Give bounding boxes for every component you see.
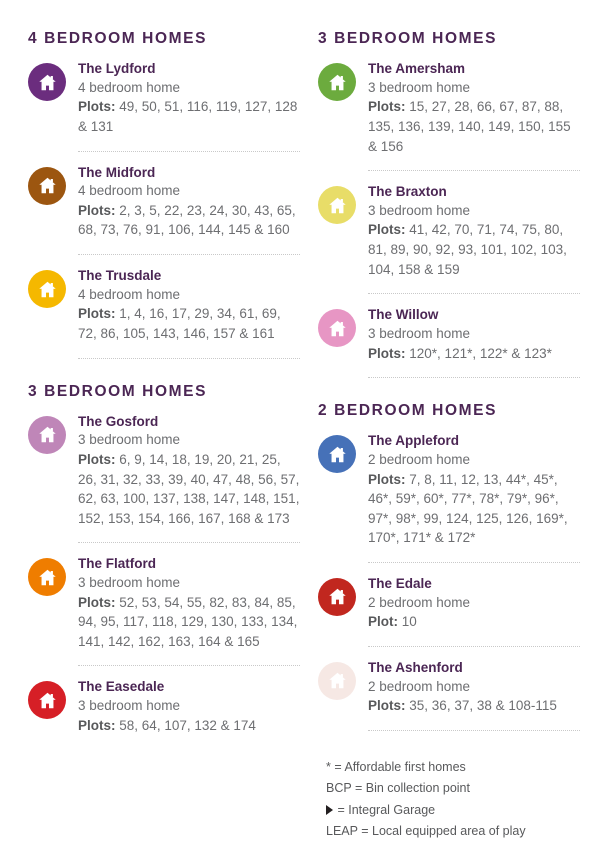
home-name: The Lydford — [78, 61, 156, 77]
plots-label: Plots: — [78, 717, 116, 733]
home-entry-flatford[interactable] — [28, 555, 300, 653]
plots-values: 49, 50, 51, 116, 119, 127, 128 & 131 — [78, 99, 298, 134]
plots-label: Plots: — [368, 698, 406, 714]
legend-text: = Integral Garage — [337, 802, 436, 817]
home-name: The Ashenford — [368, 659, 463, 675]
home-entry-braxton[interactable] — [318, 183, 580, 281]
house-icon — [28, 416, 66, 454]
home-entry-lydford[interactable] — [28, 60, 300, 139]
leap-symbol: LEAP — [326, 824, 358, 839]
home-plots — [78, 304, 300, 343]
legend-row-bcp — [326, 778, 580, 800]
home-entry-trusdale[interactable] — [28, 267, 300, 346]
plots-label: Plots: — [78, 99, 116, 115]
divider — [368, 170, 580, 171]
home-plots — [368, 470, 580, 548]
home-plots — [78, 201, 300, 240]
divider — [78, 542, 300, 543]
home-details — [368, 659, 580, 716]
house-icon — [318, 578, 356, 616]
home-name: The Willow — [368, 307, 439, 323]
home-plots — [78, 97, 300, 136]
home-details — [368, 575, 580, 632]
home-type: 4 bedroom home — [78, 286, 181, 302]
section-4-bedroom-homes — [28, 30, 300, 359]
legend-text: = Local equipped area of play — [361, 824, 526, 839]
divider — [78, 151, 300, 152]
plots-values: 15, 27, 28, 66, 67, 87, 88, 135, 136, 139, 140, 149, 150, 155 & 156 — [368, 99, 571, 154]
home-details — [78, 555, 300, 651]
legend-text: = Affordable first homes — [334, 759, 466, 774]
house-icon — [28, 270, 66, 308]
right-column — [318, 30, 580, 843]
home-details — [78, 678, 300, 735]
home-name: The Braxton — [368, 184, 447, 200]
home-name: The Appleford — [368, 433, 459, 449]
divider — [78, 665, 300, 666]
plots-values: 58, 64, 107, 132 & 174 — [119, 717, 256, 733]
home-entry-appleford[interactable] — [318, 432, 580, 550]
plots-values: 1, 4, 16, 17, 29, 34, 61, 69, 72, 86, 105, 143, 146, 157 & 161 — [78, 306, 281, 341]
home-name: The Edale — [368, 575, 432, 591]
home-type: 4 bedroom home — [78, 79, 181, 95]
home-name: The Midford — [78, 164, 156, 180]
home-type: 3 bedroom home — [368, 325, 471, 341]
home-entry-willow[interactable] — [318, 306, 580, 365]
home-entry-easedale[interactable] — [28, 678, 300, 737]
house-icon — [318, 662, 356, 700]
triangle-icon — [326, 805, 333, 815]
home-entry-edale[interactable] — [318, 575, 580, 634]
home-plots — [78, 716, 300, 736]
home-type: 2 bedroom home — [368, 451, 471, 467]
divider — [78, 358, 300, 359]
home-plots — [78, 593, 300, 652]
home-details — [78, 60, 300, 137]
house-icon — [28, 558, 66, 596]
home-name: The Easedale — [78, 679, 165, 695]
home-type: 4 bedroom home — [78, 183, 181, 199]
home-plots — [78, 450, 300, 528]
house-icon — [28, 681, 66, 719]
section-2-bedroom-homes — [318, 402, 580, 731]
divider — [368, 562, 580, 563]
section-title: 2 BEDROOM HOMES — [318, 402, 498, 420]
home-plots — [368, 612, 580, 632]
plots-values: 6, 9, 14, 18, 19, 20, 21, 25, 26, 31, 32, 33, 39, 40, 47, 48, 56, 57, 62, 63, 100, 137, 138, 147, 148, 151, 152, 153, 154, 166, 167, 168 & 173 — [78, 451, 300, 526]
home-name: The Trusdale — [78, 268, 162, 284]
left-column — [28, 30, 300, 743]
section-title: 3 BEDROOM HOMES — [28, 382, 208, 400]
house-icon — [318, 63, 356, 101]
section-title: 4 BEDROOM HOMES — [28, 30, 208, 47]
divider — [368, 646, 580, 647]
section-3-bedroom-homes-left — [28, 383, 300, 738]
plots-label: Plots: — [368, 99, 406, 115]
home-plots — [368, 97, 580, 156]
plots-values: 35, 36, 37, 38 & 108-115 — [409, 698, 557, 714]
home-plots — [368, 344, 580, 364]
home-entry-amersham[interactable] — [318, 60, 580, 158]
home-type: 2 bedroom home — [368, 594, 471, 610]
house-icon — [318, 186, 356, 224]
home-details — [368, 306, 580, 363]
home-type: 3 bedroom home — [368, 202, 471, 218]
home-details — [78, 164, 300, 241]
house-icon — [28, 167, 66, 205]
plots-values: 120*, 121*, 122* & 123* — [409, 345, 552, 361]
bcp-symbol: BCP — [326, 781, 352, 796]
legend-text: = Bin collection point — [354, 781, 470, 796]
legend-row-leap — [326, 821, 580, 843]
plots-label: Plots: — [78, 306, 116, 322]
section-title: 3 BEDROOM HOMES — [318, 30, 498, 47]
divider — [78, 254, 300, 255]
home-type: 2 bedroom home — [368, 678, 471, 694]
home-entry-gosford[interactable] — [28, 413, 300, 531]
section-3-bedroom-homes-right — [318, 30, 580, 378]
home-details — [78, 413, 300, 529]
plots-label: Plots: — [78, 594, 116, 610]
house-icon — [28, 63, 66, 101]
house-icon — [318, 309, 356, 347]
home-entry-midford[interactable] — [28, 164, 300, 243]
home-name: The Flatford — [78, 556, 156, 572]
home-name: The Gosford — [78, 413, 159, 429]
asterisk-symbol: * — [326, 759, 331, 774]
plots-label: Plots: — [78, 451, 116, 467]
home-plots — [368, 220, 580, 279]
home-type: 3 bedroom home — [368, 79, 471, 95]
home-details — [368, 60, 580, 156]
plots-label: Plots: — [368, 345, 406, 361]
home-type: 3 bedroom home — [78, 698, 181, 714]
legend-row-integral-garage — [326, 800, 580, 822]
plots-values: 41, 42, 70, 71, 74, 75, 80, 81, 89, 90, 92, 93, 101, 102, 103, 104, 158 & 159 — [368, 222, 567, 277]
columns-layout — [28, 30, 572, 843]
home-details — [368, 183, 580, 279]
plots-values: 2, 3, 5, 22, 23, 24, 30, 43, 65, 68, 73, 76, 91, 106, 144, 145 & 160 — [78, 202, 296, 238]
plots-values: 52, 53, 54, 55, 82, 83, 84, 85, 94, 95, 117, 118, 129, 130, 133, 134, 141, 142, 162, 163, 164 & 165 — [78, 594, 298, 649]
plots-label: Plot: — [368, 614, 398, 630]
divider — [368, 293, 580, 294]
house-icon — [318, 435, 356, 473]
home-plots — [368, 696, 580, 716]
home-type: 3 bedroom home — [78, 432, 181, 448]
divider — [368, 730, 580, 731]
home-details — [78, 267, 300, 344]
plots-values: 7, 8, 11, 12, 13, 44*, 45*, 46*, 59*, 60*, 77*, 78*, 79*, 96*, 97*, 98*, 99, 124, 125, 126, 169*, 170*, 171* & 172* — [368, 471, 568, 546]
legend-row-affordable — [326, 757, 580, 779]
plots-label: Plots: — [78, 202, 116, 218]
plots-label: Plots: — [368, 222, 406, 238]
divider — [368, 377, 580, 378]
home-details — [368, 432, 580, 548]
plots-label: Plots: — [368, 471, 406, 487]
home-name: The Amersham — [368, 61, 466, 77]
plots-values: 10 — [401, 614, 417, 630]
home-type: 3 bedroom home — [78, 575, 181, 591]
home-entry-ashenford[interactable] — [318, 659, 580, 718]
